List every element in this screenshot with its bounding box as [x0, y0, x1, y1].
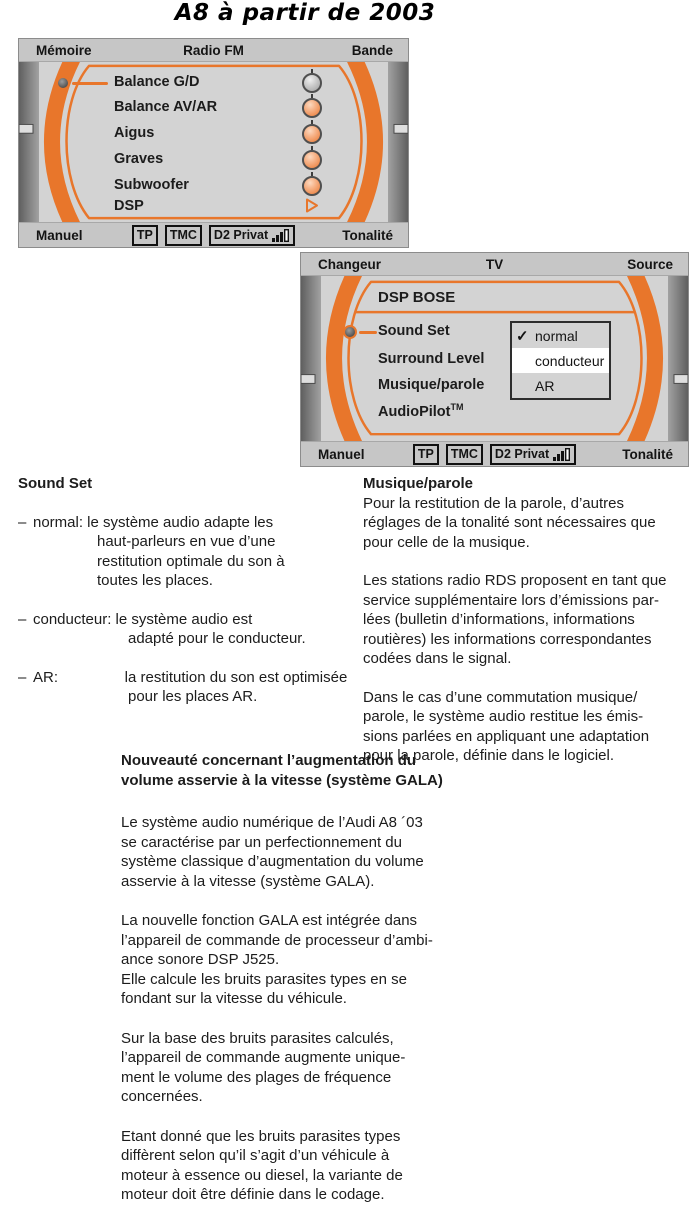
paragraph: Dans le cas d’une commutation musique/ parole, le système audio restitue les émis- sions parlées en appliquant une adaptation pour la parole, définie dans le logiciel. [363, 688, 650, 764]
paragraph: Pour la restitution de la parole, d’autres réglages de la tonalité sont nécessaires que pour celle de la musique. [363, 494, 656, 551]
menu-item-surround-level[interactable]: Surround Level [378, 351, 485, 367]
sound-set-item-conducteur: – conducteur: le système audio est adapté pour le conducteur. [18, 610, 306, 647]
screen1-bottom-bar [19, 222, 408, 247]
badge-tp: TP [132, 225, 158, 246]
musique-parole-heading: Musique/parole [363, 475, 474, 492]
cursor-dot-icon [56, 76, 70, 90]
cursor-line [359, 331, 377, 334]
screen2-display-area [301, 276, 688, 441]
screen2-status-badges [406, 444, 583, 465]
dsp-bose-header: DSP BOSE [378, 289, 456, 306]
signal-strength-icon [553, 448, 571, 461]
menu-item-dsp[interactable]: DSP [114, 198, 144, 214]
knob-balance-avar[interactable] [302, 98, 322, 118]
paragraph: Sur la base des bruits parasites calculés, l’appareil de commande augmente unique- ment le volume des plages de fréquence concernées. [121, 1029, 406, 1105]
badge-d2-privat [209, 225, 295, 246]
dash-marker: – [18, 610, 27, 628]
knob-graves[interactable] [302, 150, 322, 170]
cursor-indicator [56, 76, 108, 90]
cursor-dot-icon [343, 325, 357, 339]
dsp-submenu-arrow-icon[interactable] [303, 197, 321, 214]
option-conducteur[interactable]: conducteur [512, 348, 609, 373]
softkey-manuel[interactable]: Manuel [36, 227, 83, 243]
menu-item-aigus[interactable]: Aigus [114, 125, 155, 141]
gala-section [121, 751, 541, 1205]
screen2-bezel-graphics [301, 276, 688, 441]
option-ar[interactable]: AR [535, 377, 555, 394]
screen1-top-bar [19, 39, 408, 62]
screen1-display-area [19, 62, 408, 222]
dash-marker: – [18, 668, 27, 686]
check-icon: ✓ [516, 327, 529, 345]
trademark-sup: TM [450, 402, 464, 412]
badge-tp: TP [413, 444, 439, 465]
sound-set-item-normal: – normal: le système audio adapte les haut-parleurs en vue d’une restitution optimale du son à toutes les places. [18, 513, 285, 589]
badge-tmc: TMC [165, 225, 202, 246]
musique-parole-section [363, 474, 689, 766]
paragraph: Les stations radio RDS proposent en tant que service supplémentaire lors d’émissions par- lées (bulletin d’informations, informations routières) les informations correspondantes codées dans le signal. [363, 572, 667, 667]
paragraph: La nouvelle fonction GALA est intégrée dans l’appareil de commande de processeur d’ambi- ance sonore DSP J525. Elle calcule les bruits parasites types en se fondant sur la vitesse du véhicule. [121, 912, 433, 1007]
paragraph: Etant donné que les bruits parasites types diffèrent selon qu’il s’agit d’un véhicule à moteur à essence ou diesel, la variante de moteur doit être définie dans le codage. [121, 1127, 403, 1203]
softkey-tonalite[interactable]: Tonalité [622, 446, 673, 462]
badge-tmc: TMC [446, 444, 483, 465]
sound-set-section [18, 474, 352, 707]
menu-item-audiopilot[interactable]: AudioPilot™ [378, 402, 464, 420]
menu-item-balance-avar[interactable]: Balance AV/AR [114, 99, 218, 115]
screen2-top-bar [301, 253, 688, 276]
menu-item-balance-gd[interactable]: Balance G/D [114, 74, 200, 90]
cursor-indicator [343, 325, 377, 339]
tv-dsp-screen [300, 252, 689, 467]
screen1-title: Radio FM [183, 42, 244, 58]
screen1-status-badges [124, 225, 303, 246]
station-name: D2 Privat [213, 227, 269, 242]
menu-item-sound-set[interactable]: Sound Set [378, 323, 450, 339]
softkey-manuel[interactable]: Manuel [318, 446, 365, 462]
knob-balance-gd[interactable] [302, 73, 322, 93]
cursor-line [72, 82, 108, 85]
menu-item-graves[interactable]: Graves [114, 151, 164, 167]
signal-strength-icon [272, 229, 290, 242]
softkey-source[interactable]: Source [627, 256, 673, 272]
screen2-bottom-bar [301, 441, 688, 466]
knob-subwoofer[interactable] [302, 176, 322, 196]
sound-set-dropdown [510, 321, 611, 400]
sound-set-item-ar: – AR: la restitution du son est optimisée pour les places AR. [18, 668, 348, 705]
softkey-memoire[interactable]: Mémoire [36, 42, 92, 58]
badge-d2-privat [490, 444, 576, 465]
knob-aigus[interactable] [302, 124, 322, 144]
sound-set-heading: Sound Set [18, 475, 93, 492]
menu-item-musique-parole[interactable]: Musique/parole [378, 377, 485, 393]
softkey-tonalite[interactable]: Tonalité [342, 227, 393, 243]
radio-fm-screen [18, 38, 409, 248]
gala-heading: Nouveauté concernant l’augmentation du volume asservie à la vitesse (système GALA) [121, 752, 443, 789]
dash-marker: – [18, 513, 27, 531]
station-name: D2 Privat [494, 446, 550, 461]
paragraph: Le système audio numérique de l’Audi A8 ´03 se caractérise par un perfectionnement du système classique d’augmentation du volume asservie à la vitesse (système GALA). [121, 814, 424, 890]
page-title: A8 à partir de 2003 [174, 0, 436, 26]
option-normal[interactable]: ✓ normal [512, 323, 609, 348]
menu-item-subwoofer[interactable]: Subwoofer [114, 177, 189, 193]
softkey-changeur[interactable]: Changeur [318, 256, 382, 272]
softkey-bande[interactable]: Bande [351, 42, 393, 58]
screen2-title: TV [485, 256, 504, 272]
